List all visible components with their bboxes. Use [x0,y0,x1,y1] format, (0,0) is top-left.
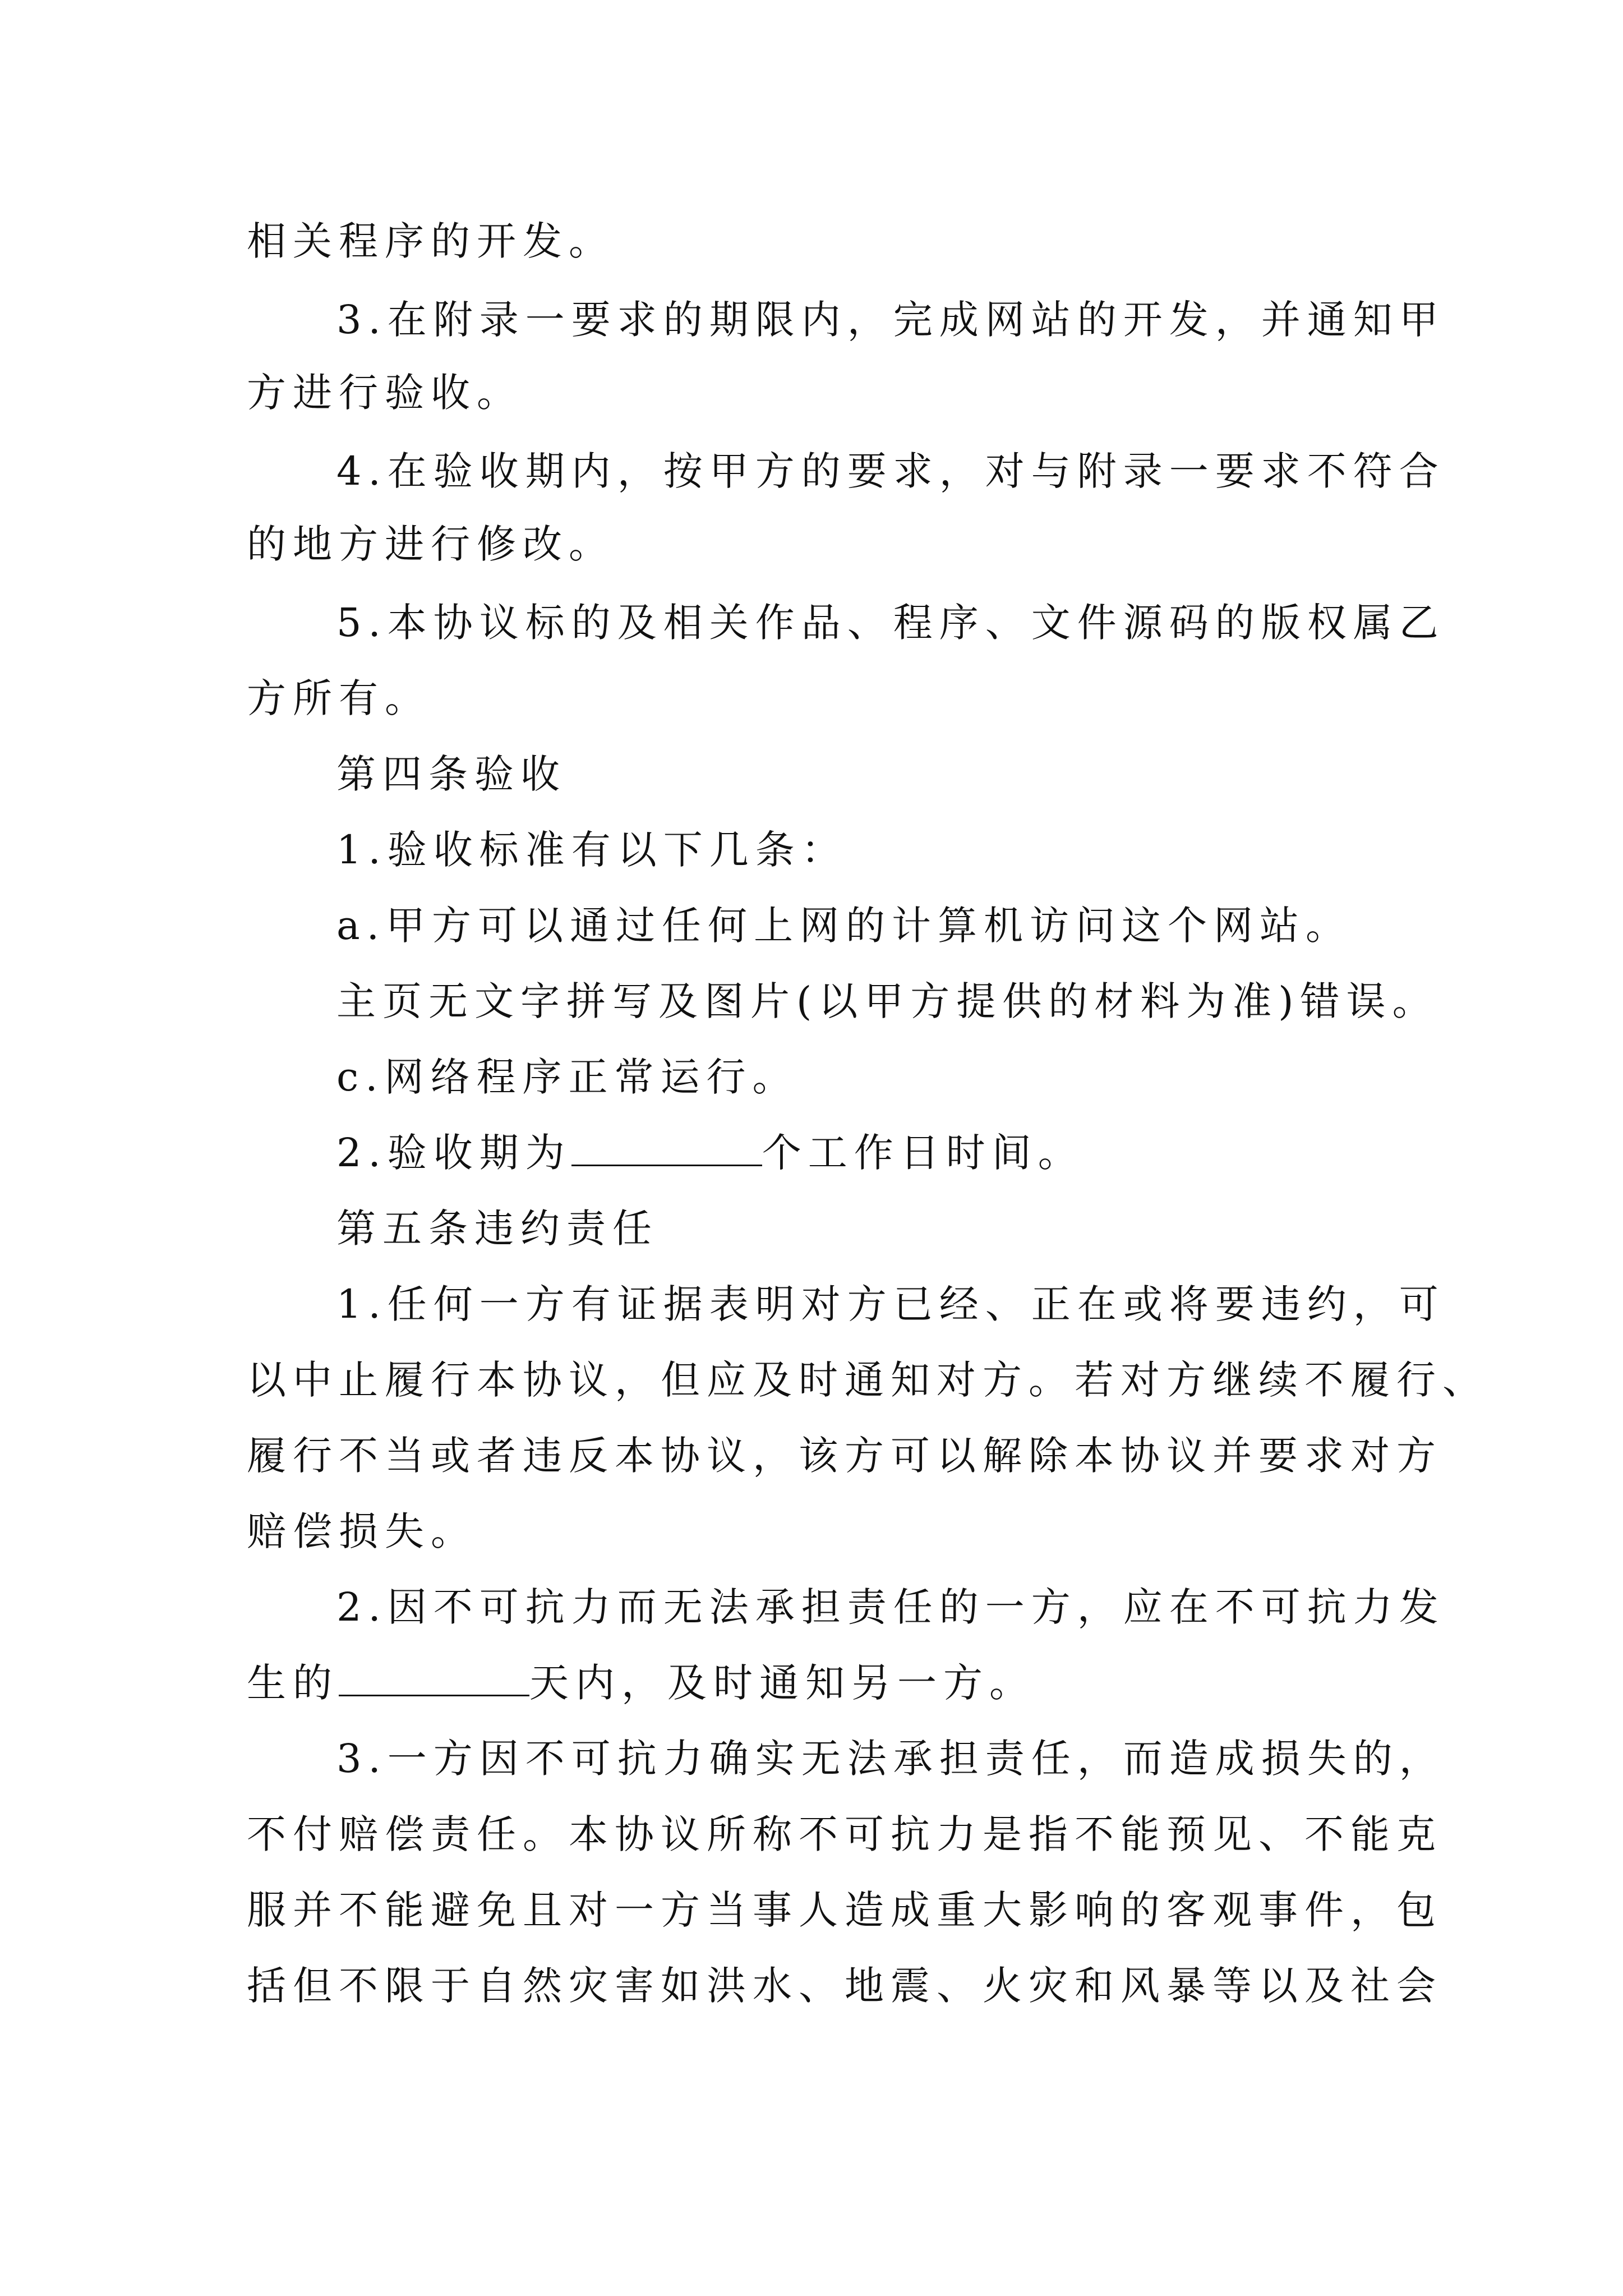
text-line: a.甲方可以通过任何上网的计算机访问这个网站。 [336,903,1352,949]
text-line: 括但不限于自然灾害如洪水、地震、火灾和风暴等以及社会 [247,1963,1442,2009]
text-line: 5.本协议标的及相关作品、程序、文件源码的版权属乙 [336,600,1445,646]
text-line: 3.在附录一要求的期限内，完成网站的开发，并通知甲 [336,297,1445,343]
acceptance-period-line [336,1125,1084,1181]
text-line: 1.验收标准有以下几条： [336,827,847,873]
text-line: 1.任何一方有证据表明对方已经、正在或将要违约，可 [336,1281,1445,1327]
text-line: 4.在验收期内，按甲方的要求，对与附录一要求不符合 [336,448,1445,494]
text-line: 主页无文字拼写及图片(以甲方提供的材料为准)错误。 [336,978,1438,1024]
text-line: 履行不当或者违反本协议，该方可以解除本协议并要求对方 [247,1433,1442,1479]
text-line: 以中止履行本协议，但应及时通知对方。若对方继续不履行、 [247,1357,1488,1403]
acceptance-days-blank[interactable] [571,1125,762,1166]
text-line: c.网络程序正常运行。 [336,1054,799,1100]
text-line: 相关程序的开发。 [247,218,615,264]
acceptance-period-suffix: 个工作日时间。 [762,1130,1084,1176]
text-line: 方进行验收。 [247,370,523,416]
section-heading: 第五条违约责任 [336,1205,658,1251]
text-line: 2.因不可抗力而无法承担责任的一方，应在不可抗力发 [336,1584,1445,1630]
text-line: 方所有。 [247,675,431,721]
notice-period-prefix: 生的 [247,1660,339,1706]
text-line: 赔偿损失。 [247,1508,477,1554]
text-line: 不付赔偿责任。本协议所称不可抗力是指不能预见、不能克 [247,1811,1442,1857]
notice-period-suffix: 天内，及时通知另一方。 [529,1660,1035,1706]
text-line: 服并不能避免且对一方当事人造成重大影响的客观事件，包 [247,1887,1442,1933]
acceptance-period-prefix: 2.验收期为 [336,1130,571,1176]
notice-days-blank[interactable] [339,1655,529,1696]
notice-period-line [247,1655,1035,1711]
text-line: 3.一方因不可抗力确实无法承担责任，而造成损失的， [336,1736,1445,1782]
section-heading: 第四条验收 [336,751,566,797]
text-line: 的地方进行修改。 [247,521,615,567]
